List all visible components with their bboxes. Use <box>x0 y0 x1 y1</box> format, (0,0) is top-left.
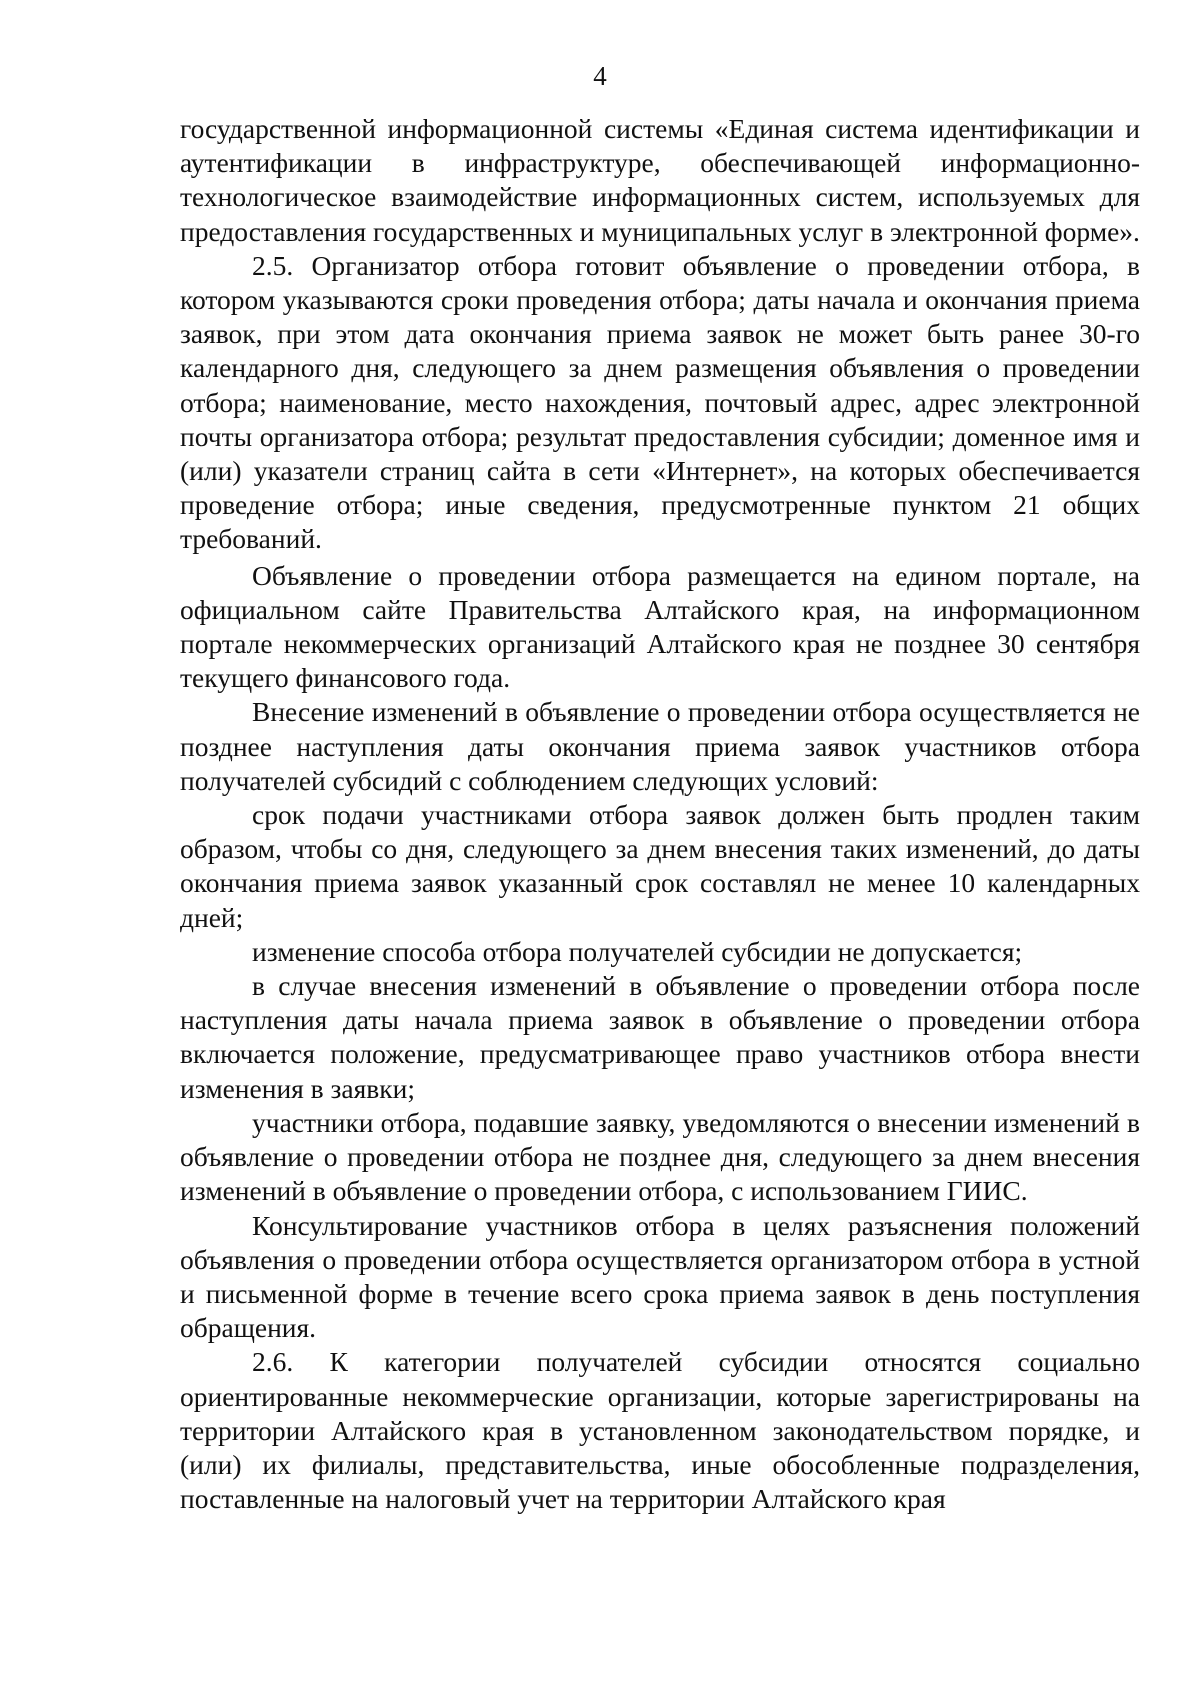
paragraph: Внесение изменений в объявление о проведении отбора осуществляется не позднее наступления даты окончания приема заявок участников отбора получателей субсидий с соблюдением следующих условий: <box>180 696 1140 796</box>
paragraph-2-6: 2.6. К категории получателей субсидии относятся социально ориентированные некоммерческие организации, которые зарегистрированы на территории Алтайского края в установленном законодательством порядке, и (или) их филиалы, представительства, иные обособленные подразделения, поставленные на налоговый учет на территории Алтайского края <box>180 1346 1140 1515</box>
paragraph: государственной информационной системы «Единая система идентификации и аутентификации в инфраструктуре, обеспечивающей информационно-технологическое взаимодействие информационных систем, используемых для предоставления государственных и муниципальных услуг в электронной форме». <box>180 113 1140 247</box>
paragraph: Консультирование участников отбора в целях разъяснения положений объявления о проведении отбора осуществляется организатором отбора в устной и письменной форме в течение всего срока приема заявок в день поступления обращения. <box>180 1209 1140 1344</box>
paragraph: Объявление о проведении отбора размещается на едином портале, на официальном сайте Правительства Алтайского края, на информационном портале некоммерческих организаций Алтайского края не позднее 30 сентября текущего финансового года. <box>180 559 1140 694</box>
paragraph-2-5: 2.5. Организатор отбора готовит объявление о проведении отбора, в котором указываются сроки проведения отбора; даты начала и окончания приема заявок, при этом дата окончания приема заявок не может быть ранее 30-го календарного дня, следующего за днем размещения объявления о проведении отбора; наименование, место нахождения, почтовый адрес, адрес электронной почты организатора отбора; результат предоставления субсидии; доменное имя и (или) указатели страниц сайта в сети «Интернет», на которых обеспечивается проведение отбора; иные сведения, предусмотренные пунктом 21 общих требований. <box>180 249 1140 555</box>
paragraph: в случае внесения изменений в объявление о проведении отбора после наступления даты начала приема заявок в объявление о проведении отбора включается положение, предусматривающее право участников отбора внести изменения в заявки; <box>180 970 1140 1104</box>
paragraph: участники отбора, подавшие заявку, уведомляются о внесении изменений в объявление о проведении отбора не позднее дня, следующего за днем внесения изменений в объявление о проведении отбора, с использованием ГИИС. <box>180 1106 1140 1207</box>
paragraph: изменение способа отбора получателей субсидии не допускается; <box>252 935 1023 967</box>
page-number: 4 <box>593 61 607 91</box>
document-body <box>180 112 1140 1516</box>
paragraph: срок подачи участниками отбора заявок должен быть продлен таким образом, чтобы со дня, следующего за днем внесения таких изменений, до даты окончания приема заявок указанный срок составлял не менее 10 календарных дней; <box>180 799 1140 933</box>
